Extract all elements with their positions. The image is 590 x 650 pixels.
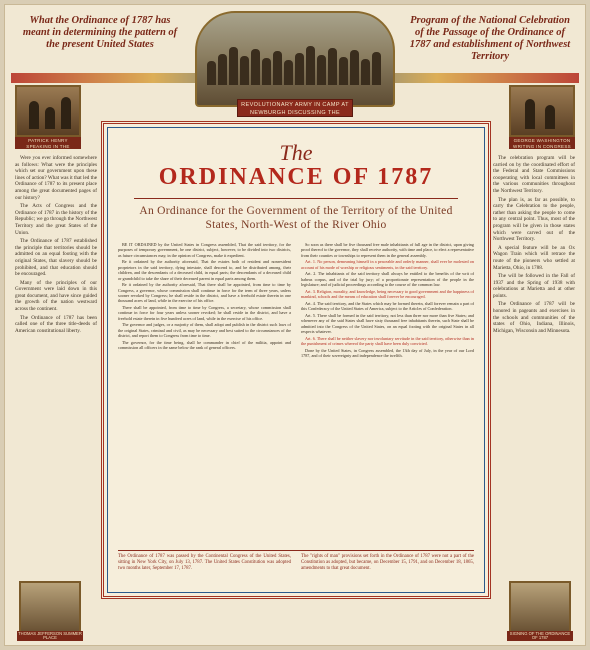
left-paragraph: Many of the principles of our Government were laid down in this great document, and have since guided the growth of the nation westward across the continent. xyxy=(15,279,97,313)
footnote-left: The Ordinance of 1787 was passed by the Continental Congress of the United States, sitting in New York City, on July 13, 1787. The United States Constitution was adopted two months later, September 17, 1787. xyxy=(118,554,291,571)
body-paragraph: BE IT ORDAINED by the United States in Congress assembled, That the said territory, for the purposes of temporary government, be one district, subject, however, to be divided into two districts, as future circumstances may, in the opinion of Congress, make it expedient. xyxy=(118,242,291,258)
scene-figure xyxy=(339,57,348,85)
scene-figure xyxy=(207,61,216,85)
left-paragraph: Were you ever informed somewhere as follows: What were the principles which set our government upon these lines of action? What was it that led the Ordinance of 1787 to its present place among the great documented pages of our history? xyxy=(15,155,97,201)
body-paragraph: Art. 2. The inhabitants of the said territory shall always be entitled to the benefits of the writ of habeas corpus, and of the trial by jury; of a proportionate representation of the people in the legislature; and of judicial proceedings according to the course of the common law. xyxy=(301,271,474,288)
top-right-caption: GEORGE WASHINGTON WRITING IN CONGRESS xyxy=(509,137,575,149)
top-right-illustration xyxy=(509,85,575,137)
bottom-left-caption: THOMAS JEFFERSON SUMMER PLACE xyxy=(18,630,82,641)
scene-figure xyxy=(273,51,282,85)
body-paragraph: Done by the United States, in Congress assembled, the 13th day of July, in the year of our Lord 1787, and of their sovereignty and independence the twelfth. xyxy=(301,347,474,359)
right-column-text xyxy=(493,155,575,575)
body-paragraph: Art. 3. Religion, morality, and knowledge, being necessary to good government and the happiness of mankind, schools and the means of education shall forever be encouraged. xyxy=(301,288,474,300)
left-paragraph: The Ordinance of 1787 has been called one of the three title-deeds of American constitutional liberty. xyxy=(15,314,97,334)
header-right-title: Program of the National Celebration of the Passage of the Ordinance of 1787 and establishment of Northwest Territory xyxy=(409,15,571,62)
left-paragraph: The Ordinance of 1787 established the principle that territories should be admitted on an equal footing with the original States, that slavery should be prohibited, and that education should be encouraged. xyxy=(15,238,97,278)
scene-figure xyxy=(218,54,227,85)
body-paragraph: Be it ordained by the authority aforesaid, That the estates both of resident and nonresident proprietors in the said territory, dying intestate, shall descend to, and be distributed among, their children, and the descendants of a deceased child, in equal parts; the descendants of a deceased child or grandchild to take the share of their deceased parent in equal parts among them. xyxy=(118,259,291,281)
document-footnotes xyxy=(118,550,474,588)
body-paragraph: Be it ordained by the authority aforesaid, That there shall be appointed, from time to time by Congress, a governor, whose commission shall continue in force for the term of three years, unless sooner revoked by Congress; he shall reside in the district, and have a freehold estate therein in one thousand acres of land, while in the exercise of his office. xyxy=(118,282,291,304)
body-paragraph: There shall be appointed, from time to time by Congress, a secretary, whose commission shall continue in force for four years unless sooner revoked; he shall reside in the district, and have a freehold estate therein in five hundred acres of land, while in the exercise of his office. xyxy=(118,305,291,321)
footnote-right: The "rights of man" provisions set forth in the Ordinance of 1787 were not a part of the Constitution as adopted, but became, on December 15, 1791, and on December 18, 1865, amendments to that great document. xyxy=(301,554,474,571)
scene-figure xyxy=(284,60,293,85)
body-paragraph: So soon as there shall be five thousand free male inhabitants of full age in the district, upon giving proof thereof to the governor, they shall receive authority, with time and place, to elect a representative from their counties or townships to represent them in the general assembly. xyxy=(301,242,474,258)
bottom-right-illustration xyxy=(509,581,571,633)
right-paragraph: The plan is, as far as possible, to carry the Celebration to the people, rather than asking the people to come to any central point. Thus, most of the program will be given in those states which were carved out of the Northwest Territory. xyxy=(493,196,575,243)
body-paragraph: Art. 1. No person, demeaning himself in a peaceable and orderly manner, shall ever be molested on account of his mode of worship or religious sentiments, in the said territory. xyxy=(301,259,474,270)
scene-figure xyxy=(317,55,326,85)
body-paragraph: Art. 5. There shall be formed in the said territory, not less than three nor more than five States; and whenever any of the said States shall have sixty thousand free inhabitants therein, such State shall be admitted into the Congress of the United States, on an equal footing with the original States in all respects whatever. xyxy=(301,312,474,335)
document-body xyxy=(118,242,474,546)
scene-caption: REVOLUTIONARY ARMY IN CAMP AT NEWBURGH DISCUSSING THE xyxy=(237,99,353,117)
scene-figure xyxy=(328,48,337,85)
scene-figure xyxy=(306,46,315,85)
poster-sheet xyxy=(4,4,586,646)
scene-figure xyxy=(229,47,238,85)
top-scene-illustration xyxy=(195,11,395,107)
bottom-left-illustration xyxy=(19,581,81,633)
top-left-illustration xyxy=(15,85,81,137)
scene-figure xyxy=(372,52,381,85)
body-paragraph: The governor and judges, or a majority of them, shall adopt and publish in the district such laws of the original States, criminal and civil, as may be necessary and best suited to the circumstances of the district, and report them to Congress from time to time. xyxy=(118,322,291,339)
right-paragraph: The celebration program will be carried on by the coordinated effort of the Federal and State Commissions cooperating with local committees in the various communities throughout the Northwest Territory. xyxy=(493,155,575,194)
document-title: ORDINANCE OF 1787 xyxy=(158,164,434,190)
document-title-prefix: The xyxy=(279,140,313,165)
scene-figure xyxy=(251,49,260,85)
scene-figure xyxy=(361,59,370,85)
body-paragraph: The governor, for the time being, shall be commander in chief of the militia, appoint and commission all officers in the same below the rank of general officers. xyxy=(118,339,291,351)
header-left-title: What the Ordinance of 1787 has meant in determining the pattern of the present United States xyxy=(22,15,178,50)
right-paragraph: The will be followed in the Fall of 1937 and the Spring of 1938 with celebrations at Marietta and at other points. xyxy=(493,273,575,299)
scene-figure xyxy=(262,58,271,85)
document-subtitle: An Ordinance for the Government of the Territory of the United States, North-West of the River Ohio xyxy=(139,205,453,231)
left-column-text xyxy=(15,155,97,575)
body-paragraph: Art. 6. There shall be neither slavery nor involuntary servitude in the said territory, otherwise than in the punishment of crimes whereof the party shall have been duly convicted. xyxy=(301,335,474,347)
scene-figure xyxy=(240,56,249,85)
scene-figure xyxy=(295,53,304,85)
scene-figure xyxy=(350,50,359,85)
title-divider xyxy=(134,198,458,199)
ordinance-document xyxy=(101,121,491,599)
bottom-right-caption: SIGNING OF THE ORDINANCE OF 1787 xyxy=(507,631,573,641)
left-paragraph: The Acts of Congress and the Ordinance of 1787 in the history of the Republic; we go through the Northwest Territory and the great States of the Union. xyxy=(15,203,97,236)
top-left-caption: PATRICK HENRY SPEAKING IN THE VIRGINIA HOUSE xyxy=(15,137,81,149)
right-paragraph: The Ordinance of 1787 will be honored in pageants and exercises in the schools and communities of the states of Ohio, Indiana, Illinois, Michigan, Wisconsin and Minnesota. xyxy=(493,301,575,334)
body-paragraph: Art. 4. The said territory, and the States which may be formed therein, shall forever remain a part of this Confederacy of the United States of America, subject to the Articles of Confederation. xyxy=(301,300,474,312)
right-paragraph: A special feature will be an Ox Wagon Train which will retrace the route of the pioneers who settled at Marietta, Ohio, in 1788. xyxy=(493,244,575,271)
